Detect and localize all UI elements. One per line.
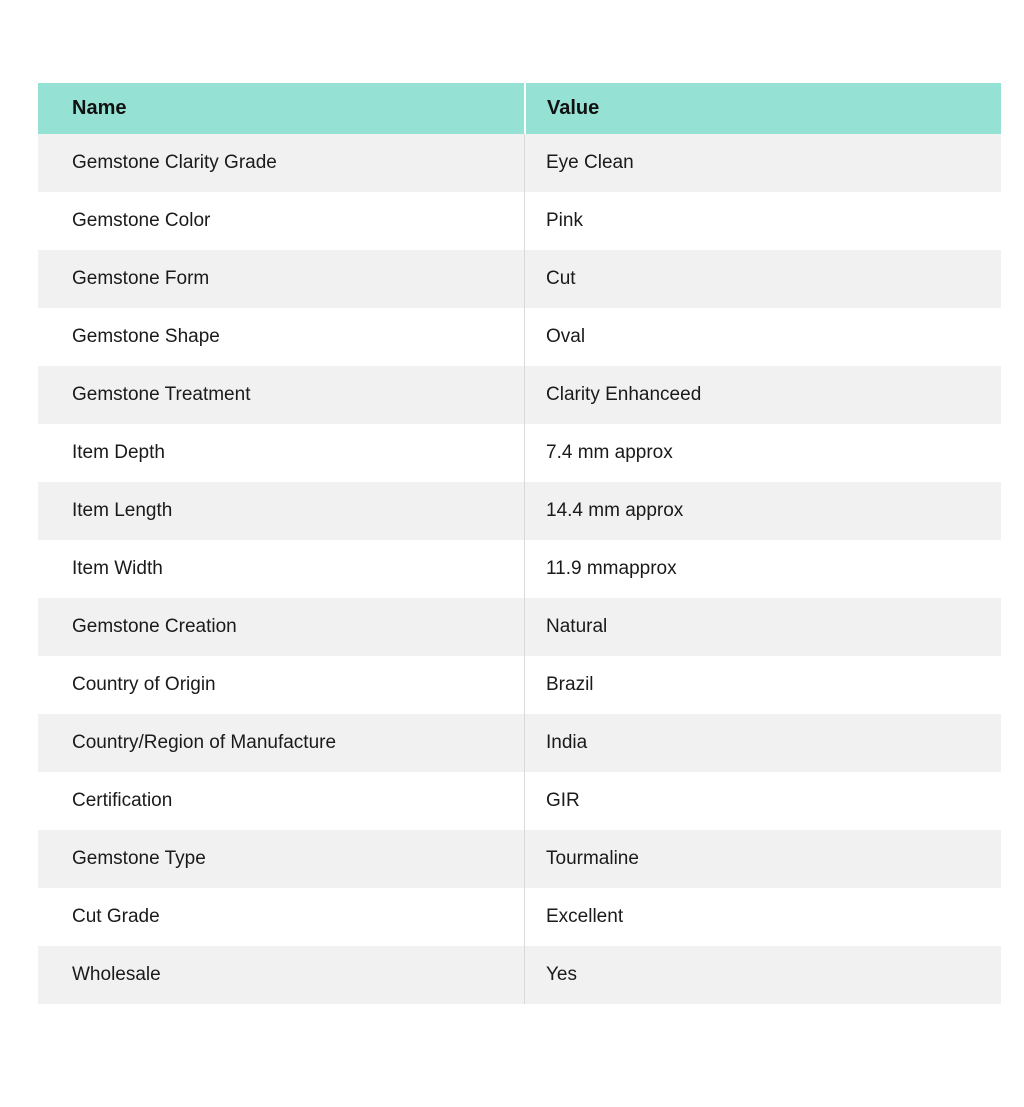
table-row xyxy=(38,540,1001,598)
table-row xyxy=(38,192,1001,250)
table-row xyxy=(38,308,1001,366)
spec-value-cell: Yes xyxy=(524,946,1001,1004)
spec-value-cell: Oval xyxy=(524,308,1001,366)
spec-name-cell: Gemstone Clarity Grade xyxy=(72,152,277,173)
table-row xyxy=(38,250,1001,308)
spec-value-cell: Pink xyxy=(524,192,1001,250)
table-row xyxy=(38,424,1001,482)
spec-value-cell: 11.9 mmapprox xyxy=(524,540,1001,598)
table-row xyxy=(38,714,1001,772)
spec-name-cell: Item Length xyxy=(72,500,173,521)
spec-value-cell: 7.4 mm approx xyxy=(524,424,1001,482)
column-header-name: Name xyxy=(72,97,127,119)
spec-name-cell: Country of Origin xyxy=(72,674,216,695)
spec-name-cell: Country/Region of Manufacture xyxy=(72,732,337,753)
table-row xyxy=(38,946,1001,1004)
spec-value-cell: 14.4 mm approx xyxy=(524,482,1001,540)
spec-name-cell: Gemstone Form xyxy=(72,268,210,289)
spec-name-cell: Gemstone Shape xyxy=(72,326,220,347)
spec-name-cell: Gemstone Type xyxy=(72,848,206,869)
table-row xyxy=(38,656,1001,714)
item-specifics-table xyxy=(38,83,1001,1004)
table-row xyxy=(38,772,1001,830)
spec-value-cell: Brazil xyxy=(524,656,1001,714)
spec-value-cell: Natural xyxy=(524,598,1001,656)
spec-name-cell: Cut Grade xyxy=(72,906,160,927)
table-row xyxy=(38,482,1001,540)
spec-value-cell: Tourmaline xyxy=(524,830,1001,888)
spec-name-cell: Item Depth xyxy=(72,442,165,463)
table-row xyxy=(38,598,1001,656)
spec-name-cell: Item Width xyxy=(72,558,163,579)
spec-value-cell: Clarity Enhanceed xyxy=(524,366,1001,424)
spec-name-cell: Gemstone Color xyxy=(72,210,211,231)
column-header-value: Value xyxy=(524,83,1001,134)
table-row xyxy=(38,134,1001,192)
spec-value-cell: Excellent xyxy=(524,888,1001,946)
spec-value-cell: GIR xyxy=(524,772,1001,830)
table-row xyxy=(38,366,1001,424)
table-header-row xyxy=(38,83,1001,134)
spec-value-cell: India xyxy=(524,714,1001,772)
spec-name-cell: Certification xyxy=(72,790,173,811)
table-row xyxy=(38,830,1001,888)
spec-value-cell: Eye Clean xyxy=(524,134,1001,192)
spec-name-cell: Gemstone Creation xyxy=(72,616,237,637)
spec-name-cell: Gemstone Treatment xyxy=(72,384,251,405)
spec-name-cell: Wholesale xyxy=(72,964,161,985)
spec-value-cell: Cut xyxy=(524,250,1001,308)
table-row xyxy=(38,888,1001,946)
